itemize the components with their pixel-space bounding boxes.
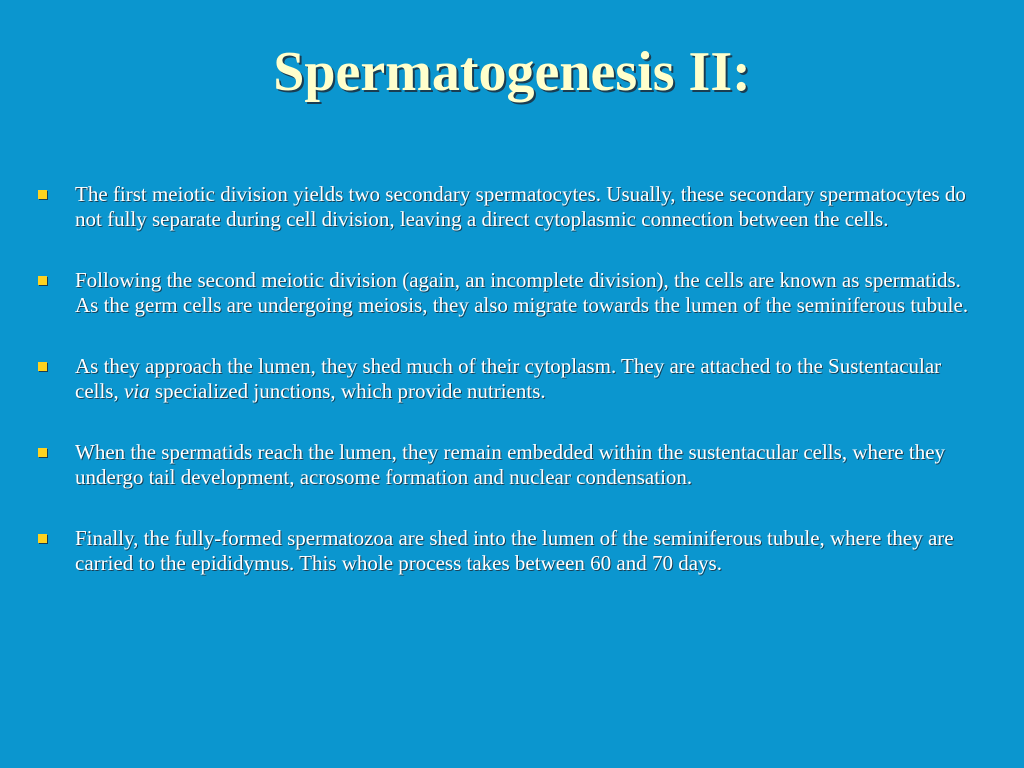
square-bullet-icon — [38, 362, 47, 371]
square-bullet-icon — [38, 448, 47, 457]
bullet-list — [38, 182, 988, 575]
bullet-item-1 — [38, 182, 988, 231]
square-bullet-icon — [38, 276, 47, 285]
bullet-text-3-italic: via — [123, 378, 150, 403]
bullet-item-4 — [38, 440, 988, 489]
bullet-item-5 — [38, 526, 988, 575]
bullet-text-3-before: As they approach the lumen, they shed much of their cytoplasm. They are attached to the Sustentacular cells, — [75, 354, 942, 403]
bullet-text-3-after: specialized junctions, which provide nutrients. — [149, 378, 546, 403]
bullet-item-2 — [38, 268, 988, 317]
square-bullet-icon — [38, 190, 47, 199]
bullet-item-3 — [38, 354, 988, 403]
bullet-text-2: Following the second meiotic division (again, an incomplete division), the cells are known as spermatids. As the germ cells are undergoing meiosis, they also migrate towards the lumen of the seminiferous tubule. — [75, 268, 969, 317]
bullet-text-5: Finally, the fully-formed spermatozoa are shed into the lumen of the seminiferous tubule, where they are carried to the epididymus. This whole process takes between 60 and 70 days. — [75, 526, 954, 575]
square-bullet-icon — [38, 534, 47, 543]
bullet-text-1: The first meiotic division yields two secondary spermatocytes. Usually, these secondary spermatocytes do not fully separate during cell division, leaving a direct cytoplasmic connection between the cells. — [75, 182, 966, 231]
slide-title: Spermatogenesis II: — [273, 41, 751, 103]
bullet-text-4: When the spermatids reach the lumen, they remain embedded within the sustentacular cells, where they undergo tail development, acrosome formation and nuclear condensation. — [75, 440, 946, 489]
